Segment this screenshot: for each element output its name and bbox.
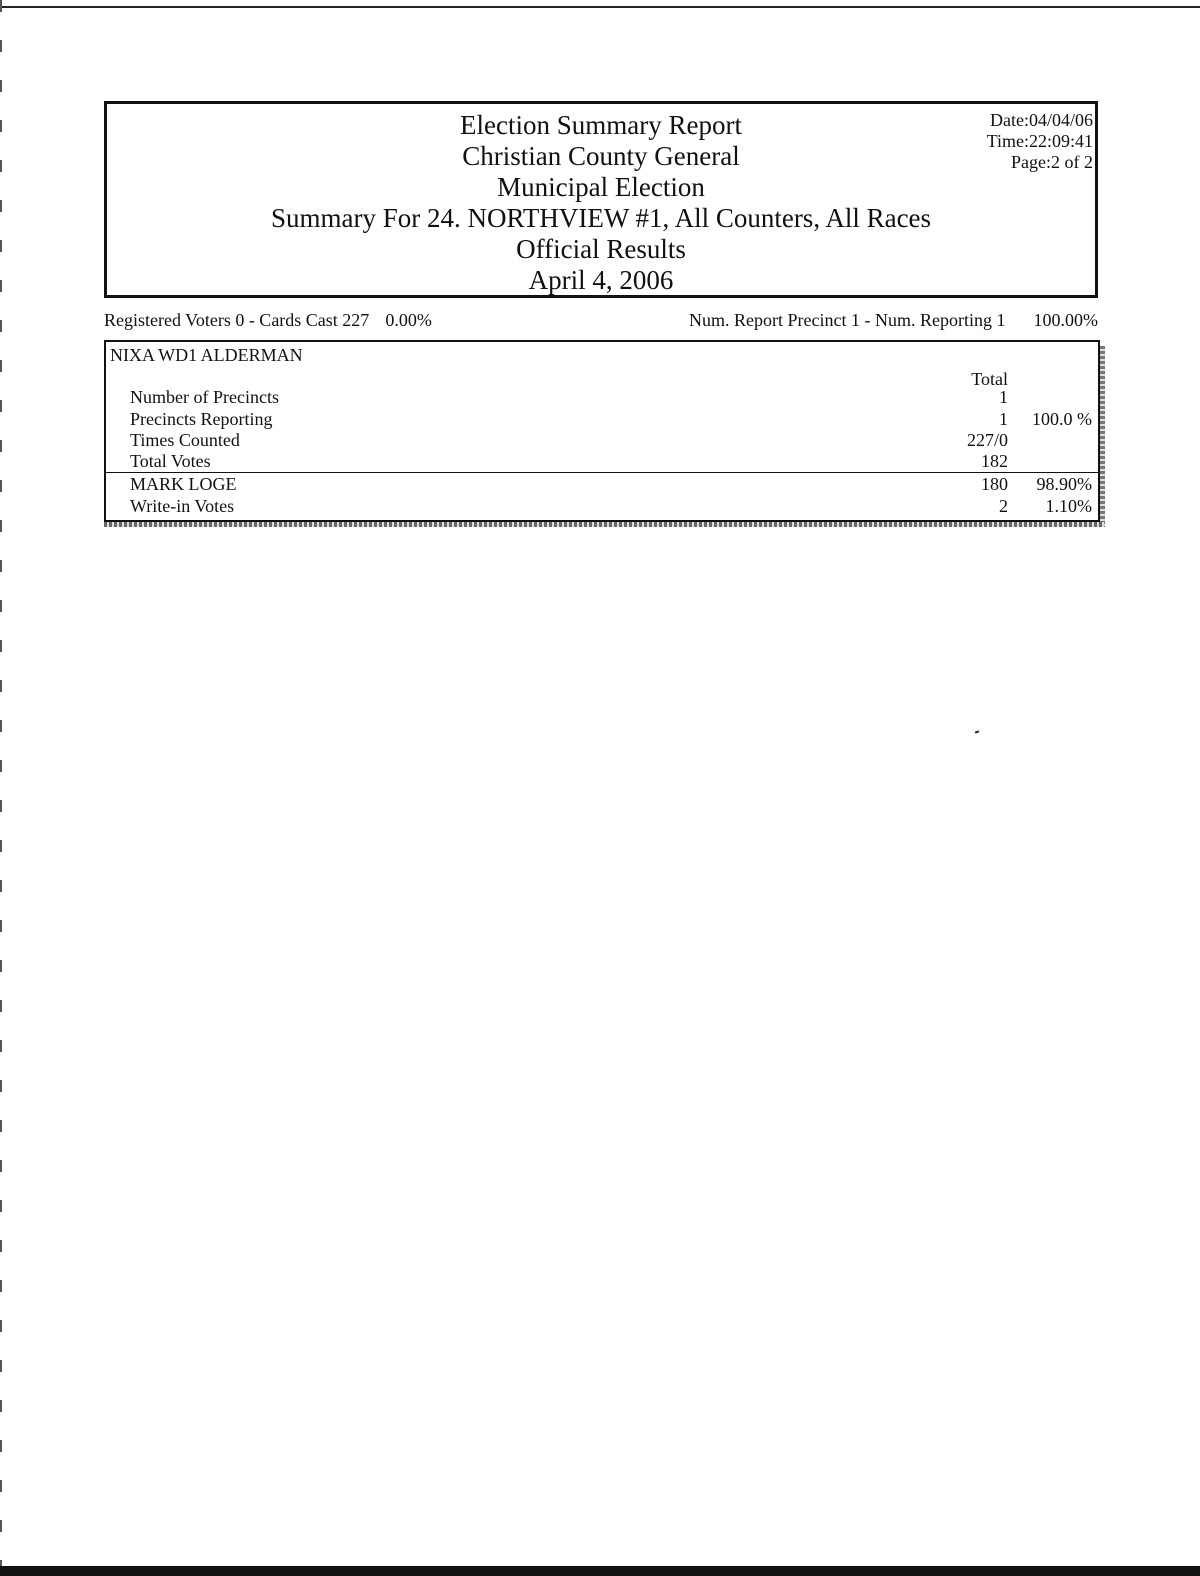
stat-label: Number of Precincts [130,387,279,407]
reporting-text: Num. Report Precinct 1 - Num. Reporting 1 [689,310,1006,330]
stat-pct: 100.0 % [1032,409,1092,429]
report-date: April 4, 2006 [528,265,674,295]
print-time: Time:22:09:41 [986,131,1093,151]
candidate-name: MARK LOGE [130,474,237,494]
scan-bottom-edge [0,1566,1200,1576]
stat-row [106,387,1098,408]
registered-voters-text: Registered Voters 0 - Cards Cast 227 [104,310,370,330]
scan-left-edge [0,0,2,1576]
stat-label: Total Votes [130,451,211,471]
report-meta [987,110,1093,173]
scan-speck [975,730,979,733]
candidate-name: Write-in Votes [130,496,235,516]
report-county: Christian County General [462,141,740,171]
stat-total: 227/0 [966,430,1008,450]
stat-label: Times Counted [130,430,240,450]
candidate-row [106,474,1098,495]
registered-voters-pct: 0.00% [385,310,432,330]
stat-total: 1 [999,409,1008,429]
race-title: NIXA WD1 ALDERMAN [110,345,303,365]
stat-total: 1 [999,387,1008,407]
registered-voters-summary [104,308,432,332]
candidate-pct: 1.10% [1045,496,1092,516]
report-title-block [107,110,1095,296]
reporting-pct: 100.00% [1033,310,1098,330]
page-number: Page:2 of 2 [1011,152,1093,172]
stat-row [106,451,1098,472]
report-status: Official Results [516,234,686,264]
candidate-divider [106,472,1098,473]
candidate-total: 180 [981,474,1008,494]
candidate-total: 2 [999,496,1008,516]
summary-line [104,308,1098,332]
reporting-summary [689,308,1098,332]
candidate-row [106,496,1098,517]
candidate-pct: 98.90% [1036,474,1092,494]
stat-label: Precincts Reporting [130,409,273,429]
stat-row [106,409,1098,430]
stat-total: 182 [981,451,1008,471]
stat-row [106,430,1098,451]
report-header [104,101,1098,298]
total-column-header: Total [971,369,1008,389]
report-election: Municipal Election [497,172,705,202]
scan-top-edge [0,0,1200,8]
print-date: Date:04/04/06 [990,110,1093,130]
race-results-box [104,340,1100,522]
report-title: Election Summary Report [460,110,742,140]
report-precinct: Summary For 24. NORTHVIEW #1, All Counters, All Races [270,203,932,233]
